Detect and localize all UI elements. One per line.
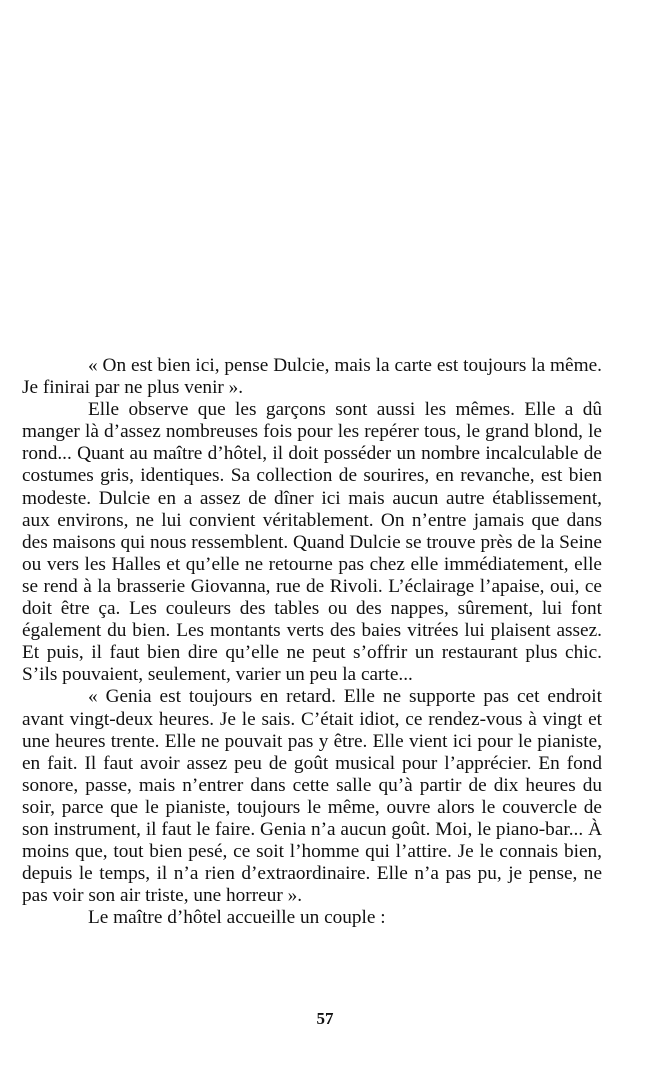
body-text — [22, 355, 602, 929]
page-number: 57 — [316, 1009, 334, 1028]
paragraph-2: Elle observe que les garçons sont aussi les mêmes. Elle a dû manger là d’assez nombreuses fois pour les repérer tous, le grand blond, le rond... Quant au maître d’hôtel, il doit posséder un nombre incalculable de costumes gris, identiques. Sa collection de sourires, en revanche, est bien modeste. Dulcie en a assez de dîner ici mais aucun autre établissement, aux environs, ne lui convient véritablement. On n’entre jamais que dans des maisons qui nous ressemblent. Quand Dulcie se trouve près de la Seine ou vers les Halles et qu’elle ne retourne pas chez elle immédiatement, elle se rend à la brasserie Giovanna, rue de Rivoli. L’éclairage l’apaise, oui, ce doit être ça. Les couleurs des tables ou des nappes, sûrement, lui font également du bien. Les montants verts des baies vitrées lui plaisent assez. Et puis, il faut bien dire qu’elle ne peut s’offrir un restaurant plus chic. S’ils pouvaient, seulement, varier un peu la carte... — [22, 399, 602, 686]
paragraph-3: « Genia est toujours en retard. Elle ne supporte pas cet endroit avant vingt-deux heures. Je le sais. C’était idiot, ce rendez-vous à vingt et une heures trente. Elle ne pouvait pas y être. Elle vient ici pour le pianiste, en fait. Il faut avoir assez peu de goût musical pour l’apprécier. En fond sonore, passe, mais n’entrer dans cette salle qu’à partir de dix heures du soir, parce que le pianiste, toujours le même, ouvre alors le couvercle de son instrument, il faut le faire. Genia n’a aucun goût. Moi, le piano-bar... À moins que, tout bien pesé, ce soit l’homme qui l’attire. Je le connais bien, depuis le temps, il n’a rien d’extraordinaire. Elle n’a pas pu, je pense, ne pas voir son air triste, une horreur ». — [22, 686, 602, 907]
paragraph-1: « On est bien ici, pense Dulcie, mais la carte est toujours la même. Je finirai par ne plus venir ». — [22, 355, 602, 399]
paragraph-4: Le maître d’hôtel accueille un couple : — [88, 907, 386, 929]
